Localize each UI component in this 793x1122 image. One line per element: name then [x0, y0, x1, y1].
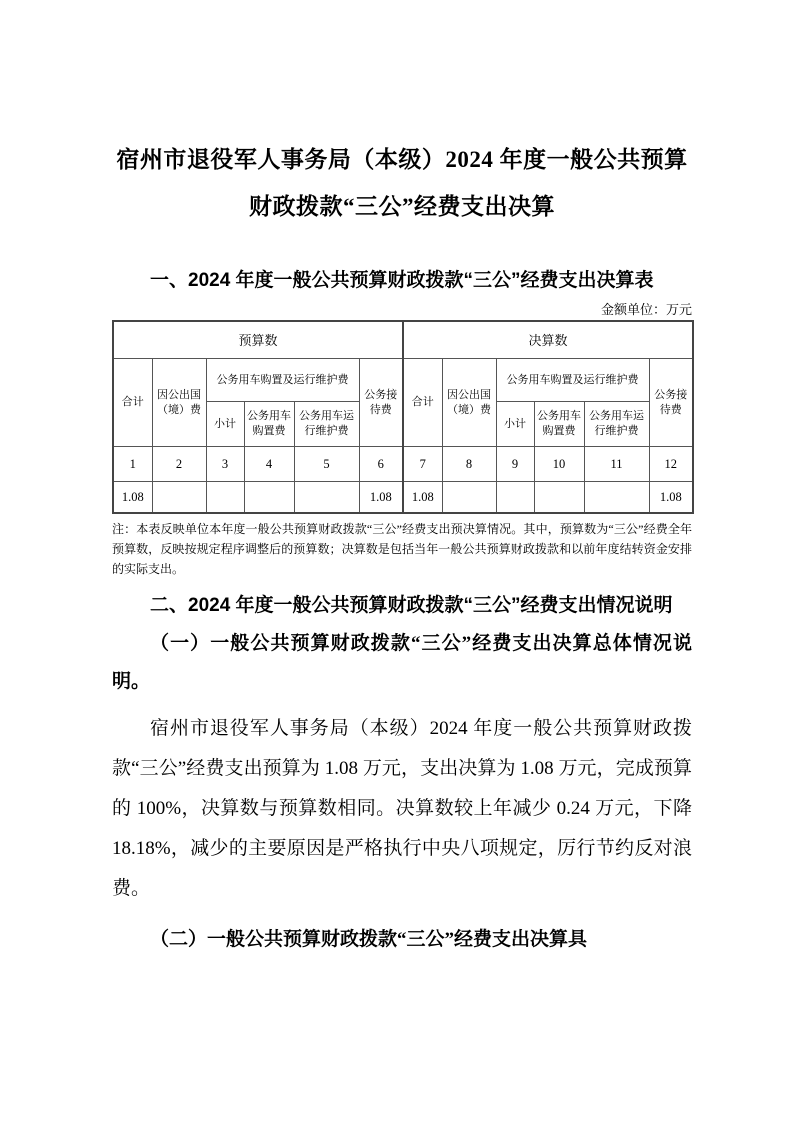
- table-value-cell: [206, 482, 244, 514]
- table-value-cell: 1.08: [113, 482, 152, 514]
- section2-heading: 二、2024 年度一般公共预算财政拨款“三公”经费支出情况说明: [150, 595, 673, 616]
- budget-group-header: 预算数: [113, 321, 403, 359]
- column-number-cell: 4: [244, 447, 294, 482]
- section1-heading: 一、2024 年度一般公共预算财政拨款“三公”经费支出决算表: [150, 270, 654, 291]
- table-value-cell: [496, 482, 534, 514]
- final-abroad-header: 因公出国（境）费: [442, 359, 496, 447]
- column-number-cell: 5: [294, 447, 359, 482]
- document-title: 宿州市退役军人事务局（本级）2024 年度一般公共预算财政拨款“三公”经费支出决算: [116, 147, 688, 219]
- budget-vehicle-group-header: 公务用车购置及运行维护费: [206, 359, 359, 402]
- column-number-cell: 1: [113, 447, 152, 482]
- table-value-cell: 1.08: [649, 482, 693, 514]
- table-column-number-row: [113, 447, 693, 482]
- final-vehicle-subtotal-header: 小计: [496, 402, 534, 447]
- final-vehicle-maintenance-header: 公务用车运行维护费: [584, 402, 649, 447]
- subsection1-heading: （一）一般公共预算财政拨款“三公”经费支出决算总体情况说明。: [112, 633, 692, 692]
- table-header-row-1: [113, 359, 693, 402]
- table-value-cell: 1.08: [359, 482, 403, 514]
- column-number-cell: 11: [584, 447, 649, 482]
- column-number-cell: 6: [359, 447, 403, 482]
- subsection2-heading: （二）一般公共预算财政拨款“三公”经费支出决算具: [150, 929, 588, 950]
- final-vehicle-group-header: 公务用车购置及运行维护费: [496, 359, 649, 402]
- amount-unit-label: 金额单位：万元: [600, 302, 692, 317]
- table-value-cell: [152, 482, 206, 514]
- column-number-cell: 10: [534, 447, 584, 482]
- table-value-cell: 1.08: [403, 482, 442, 514]
- table-value-cell: [244, 482, 294, 514]
- column-number-cell: 8: [442, 447, 496, 482]
- table-value-cell: [534, 482, 584, 514]
- overview-paragraph: 宿州市退役军人事务局（本级）2024 年度一般公共预算财政拨款“三公”经费支出预算为 1.08 万元，支出决算为 1.08 万元，完成预算的 100%，决算数与预算数相同。决算数较上年减少 0.24 万元，下降 18.18%，减少的主要原因是严格执行中央八项规定，厉行节约反对浪费。: [112, 718, 692, 899]
- table-value-cell: [294, 482, 359, 514]
- document-content: [112, 136, 692, 959]
- table-value-row: [113, 482, 693, 514]
- column-number-cell: 12: [649, 447, 693, 482]
- three-public-expense-table: [112, 320, 694, 514]
- table-value-cell: [442, 482, 496, 514]
- table-group-header-row: [113, 321, 693, 359]
- budget-abroad-header: 因公出国（境）费: [152, 359, 206, 447]
- column-number-cell: 2: [152, 447, 206, 482]
- column-number-cell: 7: [403, 447, 442, 482]
- final-vehicle-purchase-header: 公务用车购置费: [534, 402, 584, 447]
- table-note: 注：本表反映单位本年度一般公共预算财政拨款“三公”经费支出预决算情况。其中，预算数为“三公”经费全年预算数，反映按规定程序调整后的预算数；决算数是包括当年一般公共预算财政拨款和以前年度结转资金安排的实际支出。: [112, 522, 692, 576]
- budget-reception-header: 公务接待费: [359, 359, 403, 447]
- final-accounts-group-header: 决算数: [403, 321, 693, 359]
- final-total-header: 合计: [403, 359, 442, 447]
- budget-total-header: 合计: [113, 359, 152, 447]
- budget-vehicle-purchase-header: 公务用车购置费: [244, 402, 294, 447]
- final-reception-header: 公务接待费: [649, 359, 693, 447]
- budget-vehicle-subtotal-header: 小计: [206, 402, 244, 447]
- column-number-cell: 3: [206, 447, 244, 482]
- table-value-cell: [584, 482, 649, 514]
- budget-vehicle-maintenance-header: 公务用车运行维护费: [294, 402, 359, 447]
- column-number-cell: 9: [496, 447, 534, 482]
